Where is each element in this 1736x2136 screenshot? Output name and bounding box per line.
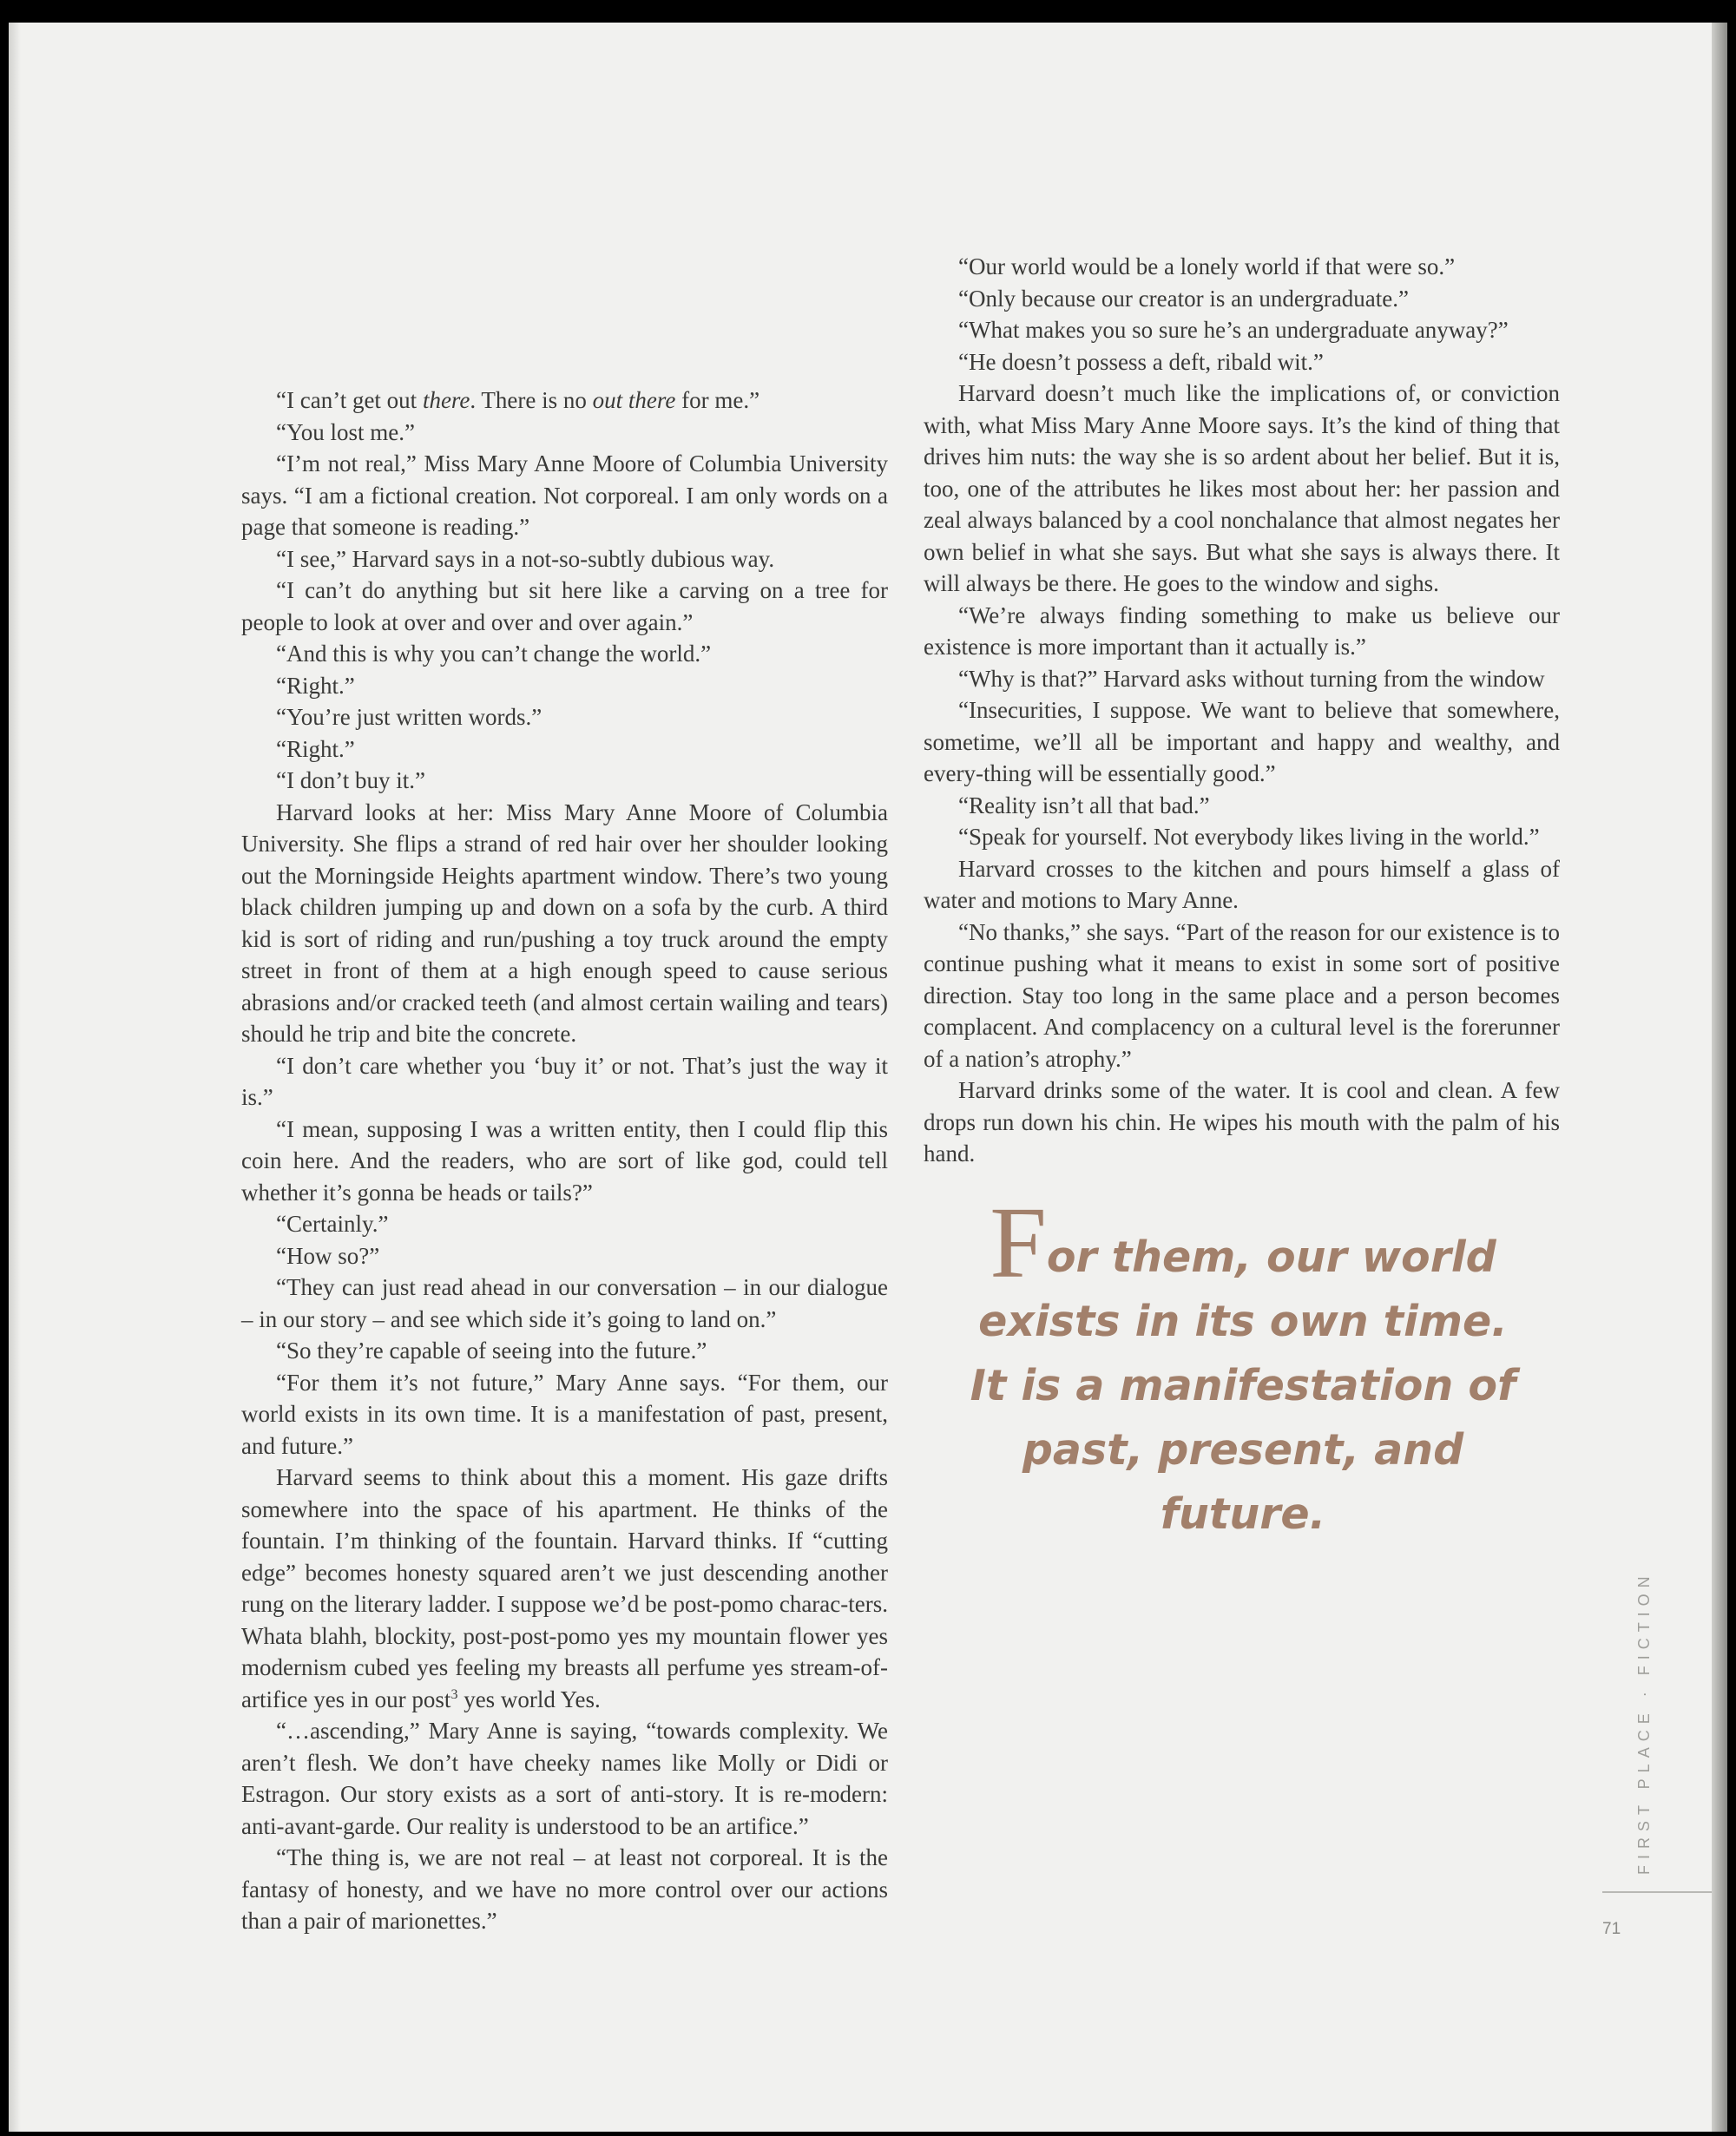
- paragraph: Harvard looks at her: Miss Mary Anne Moore of Columbia University. She flips a strand of red hair over her shoulder looking out the Morningside Heights apartment window. There’s two young black children jumping up and down on a sofa by the curb. A third kid is sort of riding and run/pushing a toy truck around the empty street in front of them at a high enough speed to cause serious abrasions and/or cracked teeth (and almost certain wailing and tears) should he trip and bite the concrete.: [241, 799, 888, 1047]
- paragraph: “I don’t buy it.”: [276, 767, 425, 793]
- paragraph: “He doesn’t possess a deft, ribald wit.”: [958, 348, 1324, 375]
- paragraph: “Speak for yourself. Not everybody likes living in the world.”: [958, 824, 1540, 850]
- paragraph: “You lost me.”: [276, 418, 416, 445]
- superscript: 3: [450, 1686, 458, 1702]
- paragraph: “No thanks,” she says. “Part of the reason for our existence is to continue pushing what it means to exist in some sort of positive direction. Stay too long in the same place and a person becomes complacent. And complacency on a cultural level is the forerunner of a nation’s atrophy.”: [924, 918, 1560, 1072]
- paragraph: “Reality isn’t all that bad.”: [958, 792, 1210, 818]
- paragraph: Harvard crosses to the kitchen and pours himself a glass of water and motions to Mary Anne.: [924, 855, 1560, 913]
- page-gutter-shadow: [9, 23, 21, 2132]
- paragraph: “Our world would be a lonely world if that were so.”: [958, 253, 1456, 279]
- paragraph: “The thing is, we are not real – at least not corporeal. It is the fantasy of honesty, and we have no more control over our actions than a pair of marionettes.”: [241, 1844, 888, 1934]
- paragraph: “How so?”: [276, 1242, 380, 1269]
- story-column-right: [924, 251, 1560, 1170]
- paragraph: “Why is that?” Harvard asks without turning from the window: [958, 665, 1545, 692]
- page-number: 71: [1602, 1920, 1621, 1938]
- paragraph: “Insecurities, I suppose. We want to believe that somewhere, sometime, we’ll all be important and happy and wealthy, and every-thing will be essentially good.”: [924, 697, 1560, 786]
- paragraph: “I mean, supposing I was a written entity, then I could flip this coin here. And the readers, who are sort of like god, could tell whether it’s gonna be heads or tails?”: [241, 1115, 888, 1206]
- paragraph: “…ascending,” Mary Anne is saying, “towards complexity. We aren’t flesh. We don’t have cheeky names like Molly or Didi or Estragon. Our story exists as a sort of anti-story. It is re-modern: anti-avant-garde. Our reality is understood to be an artifice.”: [241, 1718, 888, 1839]
- paragraph: “Right.”: [276, 672, 355, 699]
- paragraph: “So they’re capable of seeing into the future.”: [276, 1337, 707, 1364]
- paragraph: “I don’t care whether you ‘buy it’ or not. That’s just the way it is.”: [241, 1052, 888, 1110]
- paragraph: Harvard drinks some of the water. It is cool and clean. A few drops run down his chin. He wipes his mouth with the palm of his hand.: [924, 1077, 1560, 1167]
- paragraph: “Certainly.”: [276, 1211, 389, 1237]
- paragraph: “Right.”: [276, 735, 355, 762]
- running-head: FIRST PLACE · FICTION: [1635, 1570, 1653, 1875]
- paragraph: “We’re always finding something to make us believe our existence is more important than it actually is.”: [924, 601, 1560, 660]
- paragraph: Harvard doesn’t much like the implications of, or conviction with, what Miss Mary Anne Moore says. It’s the kind of thing that drives him nuts: the way she is so ardent about her belief. But it is, too, one of the attributes he likes most about her: her passion and zeal always balanced by a cool nonchalance that almost negates her own belief in what she says. But what she says is always there. It will always be there. He goes to the window and sighs.: [924, 380, 1560, 596]
- pull-quote: [962, 1186, 1524, 1547]
- paragraph: Harvard seems to think about this a moment. His gaze drifts somewhere into the space of his apartment. He thinks of the fountain. I’m thinking of the fountain. Harvard thinks. If “cutting edge” becomes honesty squared aren’t we just descending another rung on the literary ladder. I suppose we’d be post-pomo charac-ters. Whata blahh, blockity, post-post-pomo yes my mountain flower yes modernism cubed yes feeling my breasts all perfume yes stream-of-artifice yes in our post$^3$ yes world Yes.: [241, 1464, 888, 1712]
- paragraph: “For them it’s not future,” Mary Anne says. “For them, our world exists in its own time. It is a manifestation of past, present, and future.”: [241, 1369, 888, 1459]
- footer-rule: [1602, 1891, 1712, 1893]
- paragraph: “I can’t do anything but sit here like a carving on a tree for people to look at over and over and over again.”: [241, 577, 888, 635]
- page-edge: [1712, 23, 1727, 2132]
- paragraph: “I can’t get out there. There is no out there for me.”: [276, 387, 760, 413]
- pull-quote-text: or them, our world exists in its own time. It is a manifestation of past, present, and future.: [970, 1232, 1516, 1539]
- paragraph: “Only because our creator is an undergraduate.”: [958, 285, 1410, 312]
- paragraph: “And this is why you can’t change the world.”: [276, 641, 712, 667]
- paragraph: “You’re just written words.”: [276, 704, 542, 730]
- paragraph: “What makes you so sure he’s an undergraduate anyway?”: [958, 317, 1509, 343]
- story-column-left: [241, 384, 888, 1937]
- paragraph: “I’m not real,” Miss Mary Anne Moore of Columbia University says. “I am a fictional creation. Not corporeal. I am only words on a page that someone is reading.”: [241, 450, 888, 540]
- drop-cap: F: [990, 1186, 1047, 1299]
- paragraph: “They can just read ahead in our conversation – in our dialogue – in our story – and see which side it’s going to land on.”: [241, 1274, 888, 1332]
- paragraph: “I see,” Harvard says in a not-so-subtly dubious way.: [276, 545, 775, 572]
